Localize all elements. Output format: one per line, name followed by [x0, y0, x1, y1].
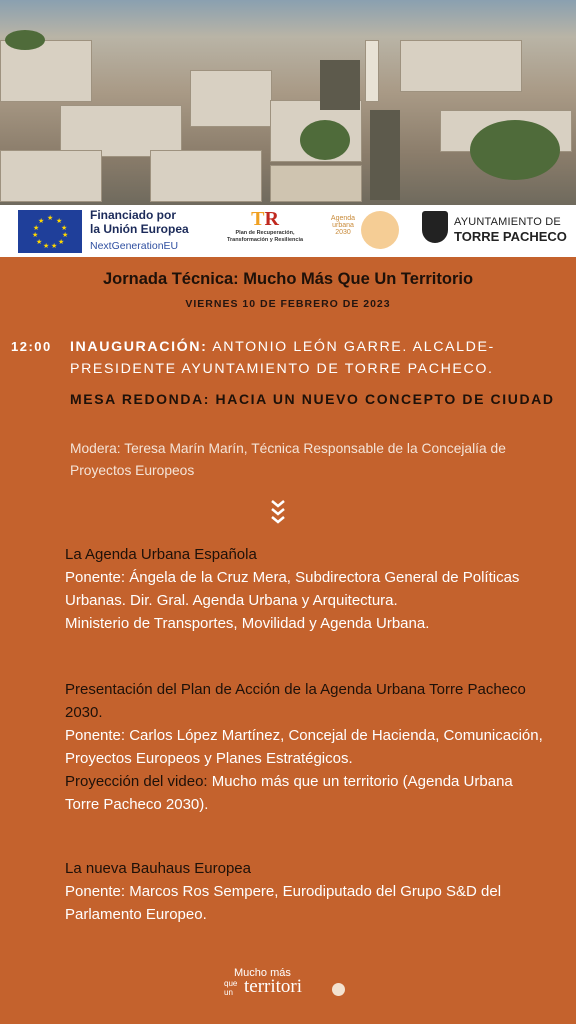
talk-heading: Presentación del Plan de Acción de la Agenda Urbana Torre Pacheco 2030. [65, 681, 526, 721]
footer-que: que [224, 979, 238, 988]
talk-agenda-urbana [65, 543, 545, 635]
eu-flag-icon: ★ ★ ★ ★ ★ ★ ★ ★ ★ ★ ★ [18, 210, 82, 253]
video-projection [65, 770, 545, 816]
talk-heading: La nueva Bauhaus Europea [65, 860, 251, 877]
inauguracion-detail: ANTONIO LEÓN GARRE. ALCALDE-PRESIDENTE AYUNTAMIENTO DE TORRE PACHECO. [70, 339, 495, 377]
prtr-line2: Transformación y Resiliencia [226, 237, 304, 243]
prtr-mark-icon: TR [251, 208, 279, 230]
event-title: Jornada Técnica: Mucho Más Que Un Territorio [102, 270, 474, 288]
sponsor-logos-bar [0, 205, 576, 257]
ayuntamiento-logo [422, 211, 572, 251]
mesa-redonda-heading: MESA REDONDA: HACIA UN NUEVO CONCEPTO DE CIUDAD [70, 391, 555, 407]
footer-line2 [224, 979, 237, 997]
mucho-mas-que-un-territorio-logo [224, 967, 354, 1007]
footer-territorio: territori [244, 976, 303, 997]
ayto-line1: AYUNTAMIENTO DE [454, 216, 561, 228]
eu-line3: NextGenerationEU [90, 240, 179, 252]
prtr-logo [205, 208, 325, 244]
agenda-circle-icon [361, 211, 399, 249]
talk-speaker: Ponente: Ángela de la Cruz Mera, Subdirectora General de Políticas Urbanas. Dir. Gral. Agenda Urbana y Arquitectura. [65, 569, 520, 609]
talk-heading: La Agenda Urbana Española [65, 546, 257, 563]
inauguracion-text [70, 336, 570, 380]
agenda-line1: Agenda [330, 215, 356, 222]
talk-ministry: Ministerio de Transportes, Movilidad y Agenda Urbana. [65, 615, 430, 632]
agenda-line3: 2030 [335, 229, 351, 236]
inauguracion-label: INAUGURACIÓN: [70, 339, 208, 355]
coat-of-arms-icon [422, 211, 448, 243]
footer-line1: Mucho más [234, 967, 291, 979]
event-date: VIERNES 10 DE FEBRERO DE 2023 [185, 298, 391, 310]
talk-speaker: Ponente: Carlos López Martínez, Concejal de Hacienda, Comunicación, Proyectos Europeos y Planes Estratégicos. [65, 727, 543, 767]
talk-bauhaus [65, 857, 545, 926]
talk-plan-accion [65, 678, 545, 816]
agenda-line2: urbana [332, 222, 354, 229]
triple-chevron-down-icon [268, 498, 288, 528]
prtr-line1: Plan de Recuperación, [235, 230, 295, 236]
footer-un: un [224, 988, 233, 997]
talk-speaker: Ponente: Marcos Ros Sempere, Eurodiputado del Grupo S&D del Parlamento Europeo. [65, 883, 502, 923]
eu-funding-text [90, 208, 189, 253]
ayto-line2: TORRE PACHECO [454, 229, 567, 244]
moderator-text: Modera: Teresa Marín Marín, Técnica Responsable de la Concejalía de Proyectos Europeos [70, 441, 506, 478]
video-title: Mucho más que un territorio (Agenda Urbana Torre Pacheco 2030). [65, 773, 513, 813]
video-label: Proyección del video: [65, 773, 208, 790]
event-time: 12:00 [11, 339, 52, 354]
eu-line2: la Unión Europea [90, 222, 189, 236]
globe-icon [332, 983, 345, 996]
aerial-photo [0, 0, 576, 205]
eu-line1: Financiado por [90, 208, 177, 222]
agenda-urbana-logo [325, 209, 410, 253]
